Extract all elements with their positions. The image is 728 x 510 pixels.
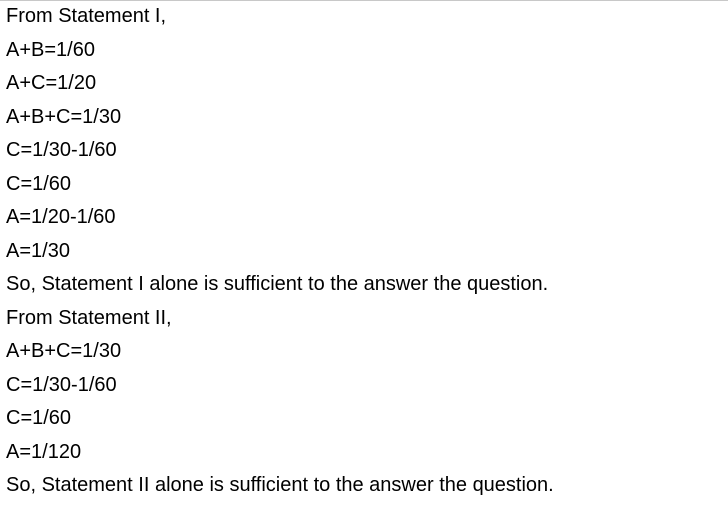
statement-two-step: C=1/60 [6, 407, 72, 429]
statement-two-conclusion: So, Statement II alone is sufficient to the answer the question. [6, 474, 554, 496]
statement-one-step: A+B+C=1/30 [6, 105, 122, 128]
statement-two-step: A+B+C=1/30 [6, 340, 122, 362]
solution-text [6, 0, 722, 503]
statement-one-step: A=1/30 [6, 239, 70, 262]
statement-two-step: A=1/120 [6, 440, 82, 463]
statement-one-step: A+C=1/20 [6, 72, 97, 94]
statement-one-step: C=1/30-1/60 [6, 139, 117, 161]
statement-one-conclusion: So, Statement I alone is sufficient to the answer the question. [6, 273, 549, 295]
statement-one-step: A=1/20-1/60 [6, 206, 116, 228]
statement-one-step: C=1/60 [6, 172, 72, 195]
statement-two-heading: From Statement II, [6, 306, 172, 329]
statement-one-heading: From Statement I, [6, 5, 167, 27]
statement-two-step: C=1/30-1/60 [6, 373, 117, 396]
statement-one-step: A+B=1/60 [6, 38, 95, 61]
